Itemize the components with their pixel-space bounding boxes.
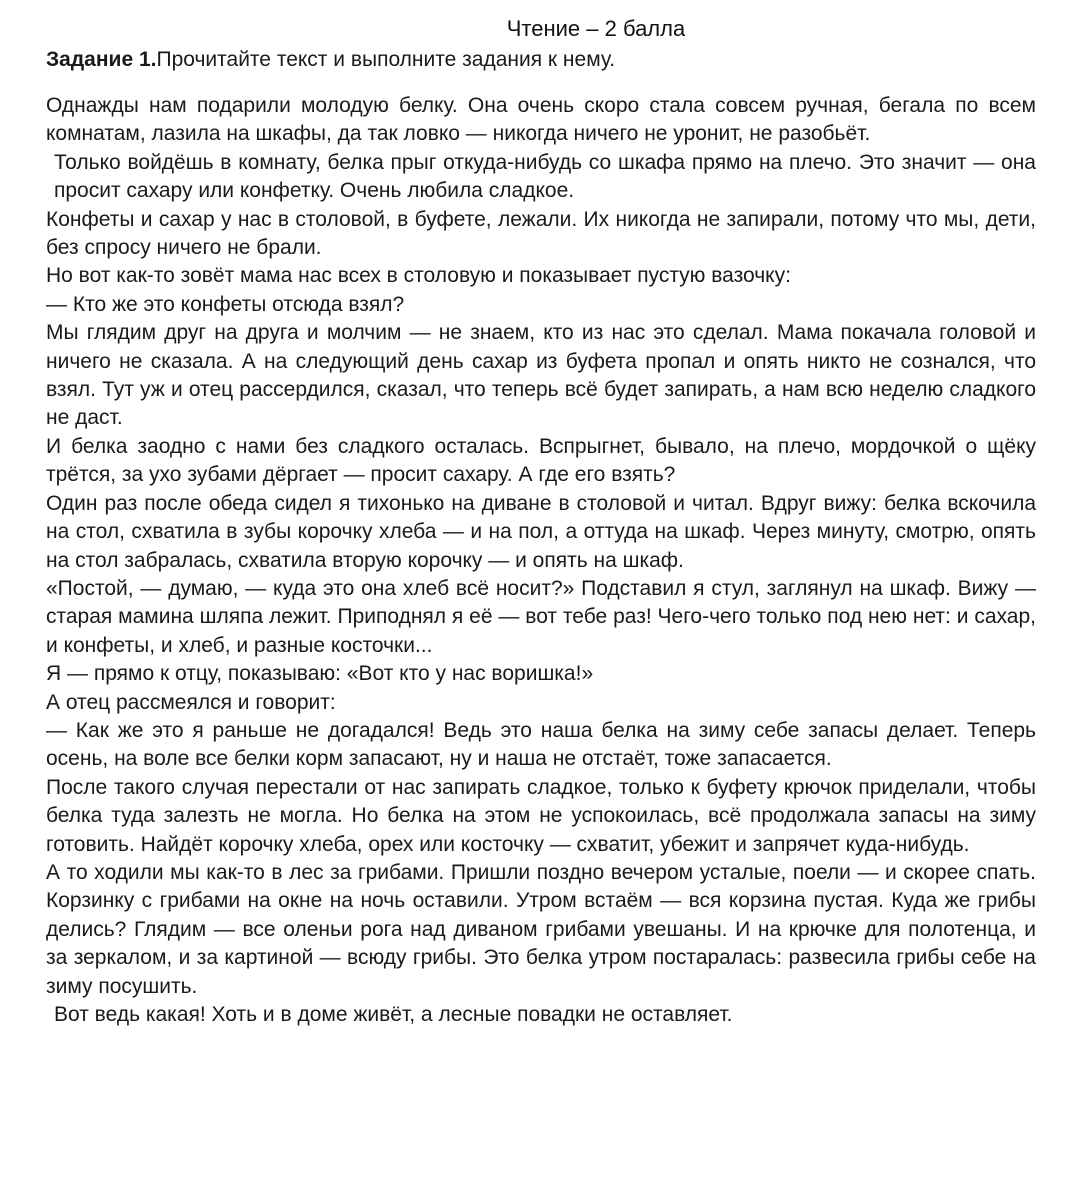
paragraph: Я — прямо к отцу, показываю: «Вот кто у нас воришка!» (46, 662, 594, 686)
paragraph: Мы глядим друг на друга и молчим — не знаем, кто из нас это сделал. Мама покачала головой и ничего не сказала. А на следующий день сахар из буфета пропал и опять никто не сознался, что взял. Тут уж и отец рассердился, сказал, что теперь всё будет запирать, а нам всю неделю сладкого не даст. (46, 321, 1036, 430)
paragraph: Вот ведь какая! Хоть и в доме живёт, а лесные повадки не оставляет. (54, 1003, 733, 1026)
reading-text (46, 92, 1036, 1029)
paragraph: — Как же это я раньше не догадался! Ведь это наша белка на зиму себе запасы делает. Теперь осень, на воле все белки корм запасают, ну и наша не отстаёт, тоже запасается. (46, 718, 1036, 771)
paragraph: Но вот как-то зовёт мама нас всех в столовую и показывает пустую вазочку: (46, 264, 791, 288)
paragraph: А отец рассмеялся и говорит: (46, 690, 336, 714)
paragraph: — Кто же это конфеты отсюда взял? (46, 292, 405, 316)
paragraph: И белка заодно с нами без сладкого осталась. Вспрыгнет, бывало, на плечо, мордочкой о щёку трётся, за ухо зубами дёргает — просит сахару. А где его взять? (46, 434, 1036, 487)
paragraph: После такого случая перестали от нас запирать сладкое, только к буфету крючок приделали, чтобы белка туда залезть не могла. Но белка на этом не успокоилась, всё продолжала запасы на зиму готовить. Найдёт корочку хлеба, орех или косточку — схватит, убежит и запрячет куда-нибудь. (46, 775, 1036, 856)
paragraph: «Постой, — думаю, — куда это она хлеб всё носит?» Подставил я стул, заглянул на шкаф. Вижу — старая мамина шляпа лежит. Приподнял я её — вот тебе раз! Чего-чего только под нею нет: и сахар, и конфеты, и хлеб, и разные косточки... (46, 576, 1036, 657)
task-label: Задание 1. (46, 48, 157, 71)
paragraph: Конфеты и сахар у нас в столовой, в буфете, лежали. Их никогда не запирали, потому что мы, дети, без спросу ничего не брали. (46, 207, 1036, 260)
task-instruction (46, 46, 1036, 74)
page-title: Чтение – 2 балла (506, 16, 686, 41)
paragraph: Только войдёшь в комнату, белка прыг откуда-нибудь со шкафа прямо на плечо. Это значит — она просит сахару или конфетку. Очень любила сладкое. (54, 150, 1036, 203)
paragraph: Один раз после обеда сидел я тихонько на диване в столовой и читал. Вдруг вижу: белка вскочила на стол, схватила в зубы корочку хлеба — и на пол, а оттуда на шкаф. Через минуту, смотрю, опять на стол забралась, схватила вторую корочку — и опять на шкаф. (46, 491, 1036, 572)
document-page (46, 14, 1036, 1029)
task-text: Прочитайте текст и выполните задания к нему. (156, 48, 616, 71)
paragraph: А то ходили мы как-то в лес за грибами. Пришли поздно вечером усталые, поели — и скорее спать. Корзинку с грибами на окне на ночь оставили. Утром встаём — вся корзина пустая. Куда же грибы делись? Глядим — все оленьи рога над диваном грибами увешаны. И на крючке для полотенца, и за зеркалом, и за картиной — всюду грибы. Это белка утром постаралась: развесила грибы себе на зиму посушить. (46, 860, 1036, 998)
paragraph: Однажды нам подарили молодую белку. Она очень скоро стала совсем ручная, бегала по всем комнатам, лазила на шкафы, да так ловко — никогда ничего не уронит, не разобьёт. (46, 94, 1036, 146)
